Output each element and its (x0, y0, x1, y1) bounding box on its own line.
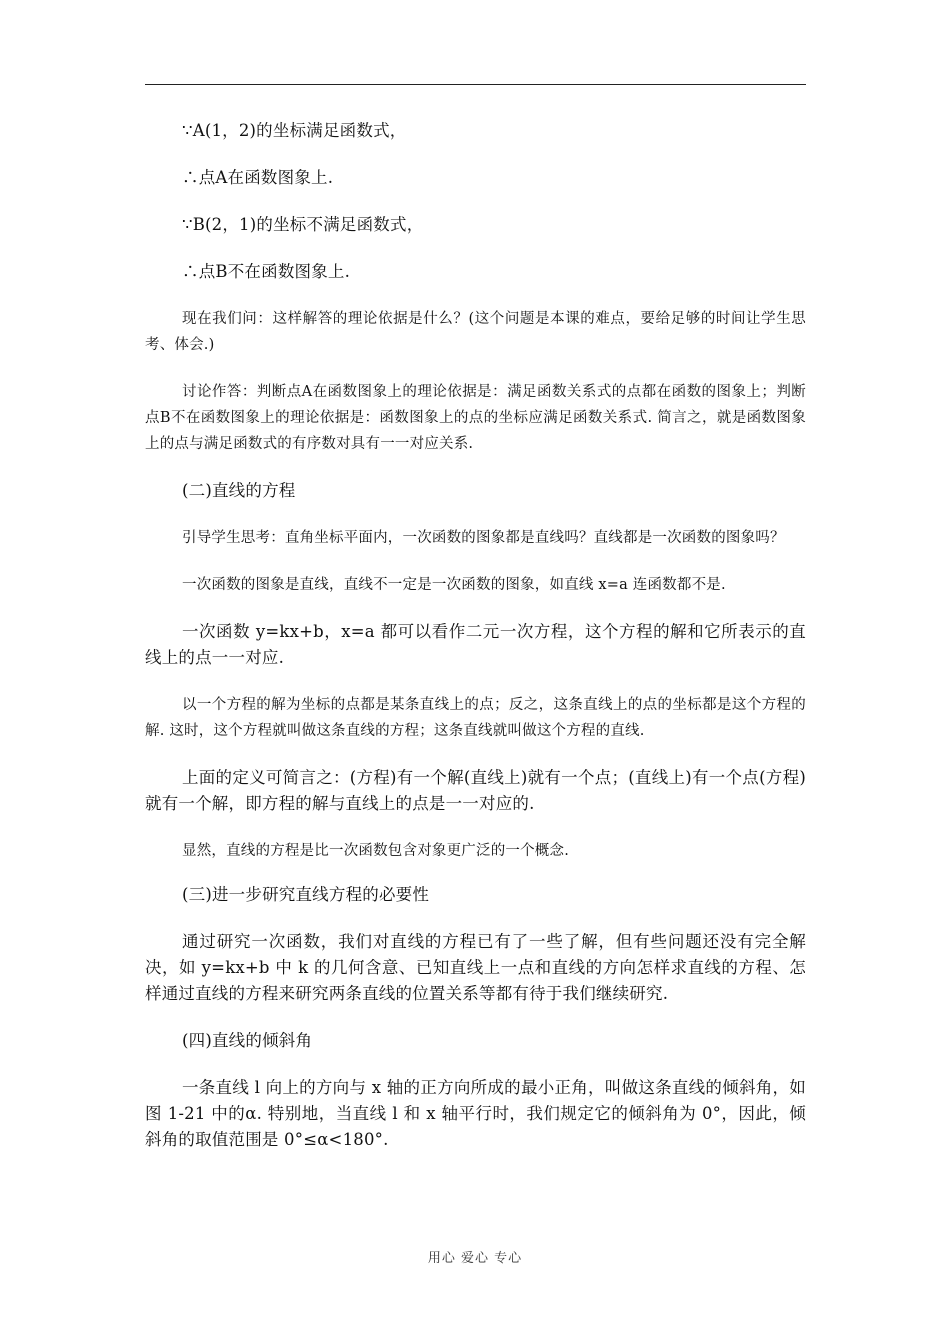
page-footer: 用心 爱心 专心 (427, 1251, 523, 1266)
section-heading-3: (三)进一步研究直线方程的必要性 (182, 885, 430, 904)
paragraph-2: ∴点A在函数图象上. (182, 168, 334, 187)
paragraph-3: ∵B(2，1)的坐标不满足函数式， (182, 215, 424, 234)
section-heading-4: (四)直线的倾斜角 (182, 1031, 313, 1050)
paragraph-10: 以一个方程的解为坐标的点都是某条直线上的点；反之，这条直线上的点的坐标都是这个方程的解. 这时，这个方程就叫做这条直线的方程；这条直线就叫做这个方程的直线. (145, 697, 806, 739)
paragraph-11: 上面的定义可简言之：(方程)有一个解(直线上)就有一个点；(直线上)有一个点(方程)就有一个解，即方程的解与直线上的点是一一对应的. (145, 768, 806, 813)
paragraph-8: 一次函数的图象是直线，直线不一定是一次函数的图象，如直线 x=a 连函数都不是. (182, 577, 726, 593)
paragraph-13: 通过研究一次函数，我们对直线的方程已有了一些了解，但有些问题还没有完全解决，如 y=kx+b 中 k 的几何含意、已知直线上一点和直线的方向怎样求直线的方程、怎样通过直线的方程来研究两条直线的位置关系等都有待于我们继续研究. (145, 932, 806, 1003)
paragraph-7: 引导学生思考：直角坐标平面内，一次函数的图象都是直线吗？直线都是一次函数的图象吗？ (182, 530, 785, 546)
paragraph-14: 一条直线 l 向上的方向与 x 轴的正方向所成的最小正角，叫做这条直线的倾斜角，如图 1-21 中的α. 特别地，当直线 l 和 x 轴平行时，我们规定它的倾斜角为 0°，因此，倾斜角的取值范围是 0°≤α<180°. (145, 1078, 806, 1149)
paragraph-9: 一次函数 y=kx+b，x=a 都可以看作二元一次方程，这个方程的解和它所表示的直线上的点一一对应. (145, 622, 806, 667)
page-body (145, 118, 806, 1153)
header-rule (145, 84, 806, 85)
paragraph-4: ∴点B不在函数图象上. (182, 262, 351, 281)
paragraph-6: 讨论作答：判断点A在函数图象上的理论依据是：满足函数关系式的点都在函数的图象上；判断点B不在函数图象上的理论依据是：函数图象上的点的坐标应满足函数关系式. 简言之，就是函数图象上的点与满足函数式的有序数对具有一一对应关系. (145, 384, 806, 452)
section-heading-2: (二)直线的方程 (182, 481, 296, 500)
paragraph-5: 现在我们问：这样解答的理论依据是什么？(这个问题是本课的难点，要给足够的时间让学生思考、体会.) (145, 311, 806, 353)
paragraph-12: 显然，直线的方程是比一次函数包含对象更广泛的一个概念. (182, 843, 570, 859)
paragraph-1: ∵A(1，2)的坐标满足函数式， (182, 121, 407, 140)
